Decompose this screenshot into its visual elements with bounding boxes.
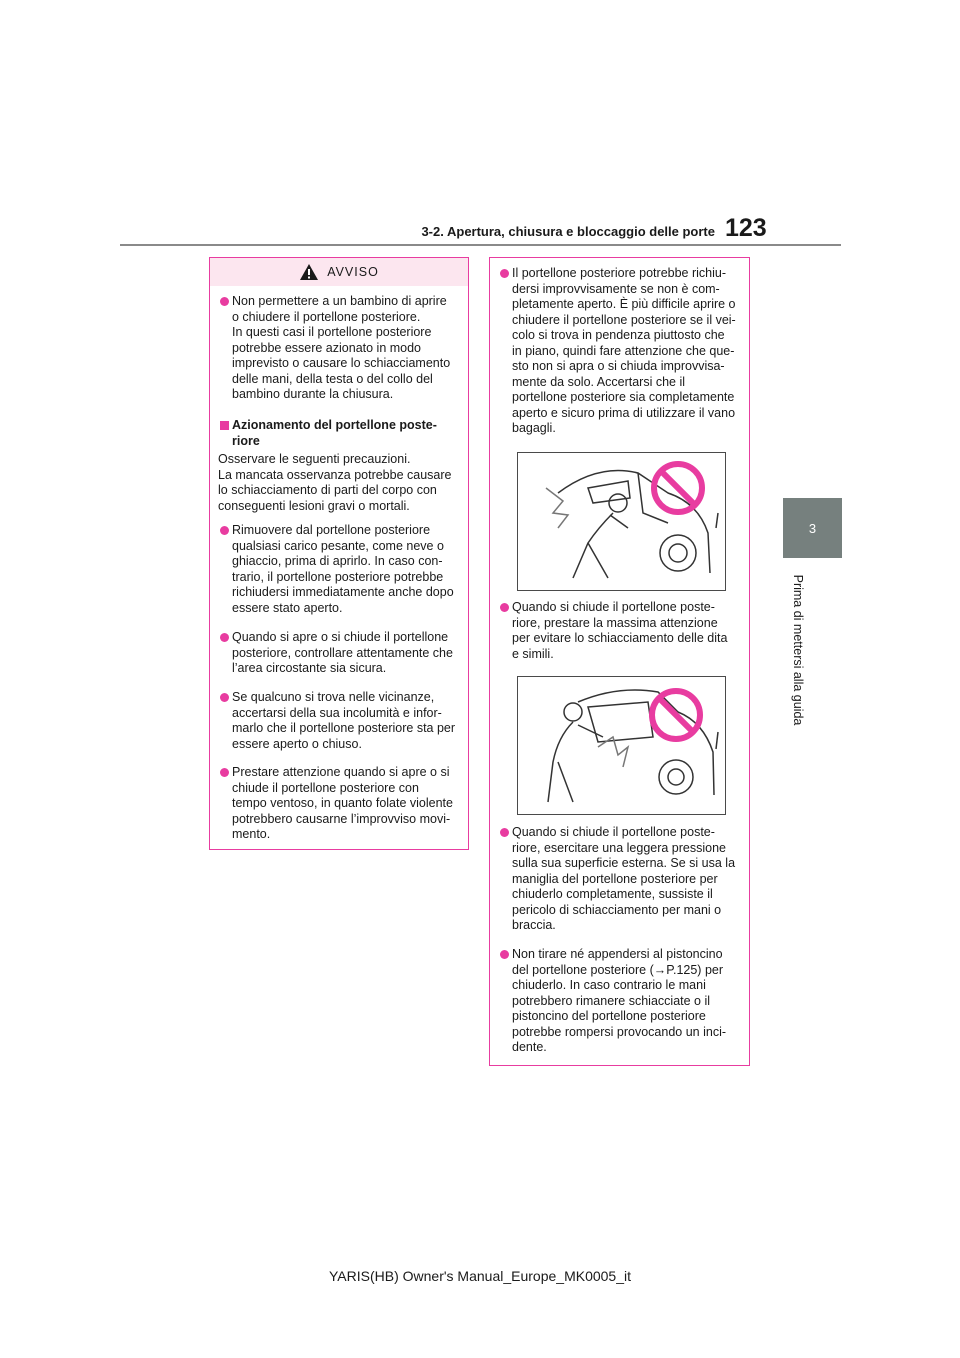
text-line: delle mani, della testa o del collo del <box>232 371 433 386</box>
text-line: pletamente aperto. È più difficile aprire o <box>512 297 736 311</box>
warning-bullet-slope <box>500 266 746 437</box>
text-line: conseguenti lesioni gravi o mortali. <box>218 498 410 513</box>
text-line: Prestare attenzione quando si apre o si <box>232 765 450 779</box>
text-line: qualsiasi carico pesante, come neve o <box>232 538 444 553</box>
text-line: mento. <box>232 827 271 841</box>
text-line: pistoncino del portellone posteriore <box>512 1009 706 1023</box>
text-line: chiude il portellone posteriore con <box>232 780 419 795</box>
text-line: sto non si apra o si chiuda improvvisa- <box>512 359 725 373</box>
text-line: in piano, quindi fare attenzione che que- <box>512 343 735 358</box>
text-line: braccia. <box>512 918 556 932</box>
text-line: del portellone posteriore (→P.125) per <box>512 962 724 977</box>
warning-bullet-area <box>220 630 465 677</box>
chapter-number: 3 <box>808 520 817 536</box>
section-heading: 3-2. Apertura, chiusura e bloccaggio delle porte <box>421 224 715 239</box>
page-number: 123 <box>725 214 767 242</box>
text-line: riore, prestare la massima attenzione <box>512 615 718 630</box>
bullet-text <box>232 630 465 677</box>
text-line: richiudersi immediatamente anche dopo <box>232 585 454 599</box>
text-line: La mancata osservanza potrebbe causare <box>218 467 452 482</box>
warning-bullet-nearby <box>220 690 465 752</box>
bullet-dot-icon <box>500 828 509 837</box>
text-line: essere stato aperto. <box>232 600 343 615</box>
text-line: chiudere il portellone posteriore se il vei- <box>512 312 736 327</box>
text-line: ghiaccio, prima di aprirlo. In caso con- <box>232 554 443 568</box>
text-line: Non tirare né appendersi al pistoncino <box>512 947 723 961</box>
text-line: accertarsi della sua incolumità e infor- <box>232 705 442 720</box>
text-line: bambino durante la chiusura. <box>232 387 394 401</box>
subsection-title-text <box>232 418 465 449</box>
text-line: In questi casi il portellone posteriore <box>232 325 432 339</box>
text-line: essere aperto o chiuso. <box>232 736 362 751</box>
prohibition-icon <box>652 691 700 739</box>
illustration-closing-tailgate <box>517 676 726 815</box>
bullet-dot-icon <box>500 269 509 278</box>
warning-triangle-icon <box>299 263 319 281</box>
bullet-text <box>512 947 746 1056</box>
text-line: o chiudere il portellone posteriore. <box>232 309 421 324</box>
text-line: Quando si apre o si chiude il portellone <box>232 630 449 644</box>
text-line: marlo che il portellone posteriore sta per <box>232 721 456 735</box>
warning-box-continued <box>489 257 750 1066</box>
text-line: aperto e sicuro prima di utilizzare il vano <box>512 405 736 420</box>
text-line: Quando si chiude il portellone poste- <box>512 825 715 839</box>
bullet-dot-icon <box>220 693 229 702</box>
warning-bullet-fingers <box>500 600 746 662</box>
text-line: Rimuovere dal portellone posteriore <box>232 523 431 537</box>
text-line: maniglia del portellone posteriore per <box>512 871 718 886</box>
warning-bullet-snow <box>220 523 465 616</box>
text-line: lo schiacciamento di parti del corpo con <box>218 483 437 497</box>
subsection-title <box>220 418 465 449</box>
warning-bullet-wind <box>220 765 465 843</box>
warning-bullet-strut <box>500 947 746 1056</box>
text-line: pericolo di schiacciamento per mani o <box>512 902 722 917</box>
illustration-person-closing-icon <box>518 677 725 814</box>
text-line: portellone posteriore sia completamente <box>512 390 735 404</box>
illustration-person-tailgate-icon <box>518 453 725 590</box>
text-line: Azionamento del portellone poste- <box>232 418 437 432</box>
warning-box <box>209 257 469 850</box>
text-line: potrebbe essere azionato in modo <box>232 340 422 355</box>
text-line: potrebbe rompersi provocando un inci- <box>512 1024 727 1039</box>
illustration-opening-tailgate <box>517 452 726 591</box>
text-line: potrebbero rimanere schiacciate o il <box>512 993 711 1008</box>
header-divider <box>120 244 841 246</box>
text-line: tempo ventoso, in quanto folate violente <box>232 796 453 810</box>
text-line: chiuderlo. In caso contrario le mani <box>512 978 706 992</box>
bullet-text <box>232 523 465 616</box>
bullet-dot-icon <box>500 950 509 959</box>
text-line: Il portellone posteriore potrebbe richiu- <box>512 266 727 280</box>
text-line: riore <box>232 433 260 448</box>
bullet-text <box>232 765 465 843</box>
chapter-label: Prima di mettersi alla guida <box>791 574 805 726</box>
bullet-dot-icon <box>220 633 229 642</box>
text-line: e simili. <box>512 646 554 661</box>
square-bullet-icon <box>220 421 229 430</box>
text-line: colo si trova in pendenza piuttosto che <box>512 328 725 342</box>
text-line: Osservare le seguenti precauzioni. <box>218 452 411 466</box>
bullet-dot-icon <box>220 297 229 306</box>
bullet-text <box>512 266 746 437</box>
text-line: Quando si chiude il portellone poste- <box>512 600 715 614</box>
bullet-dot-icon <box>220 768 229 777</box>
text-line: riore, esercitare una leggera pressione <box>512 840 727 855</box>
text-line: chiuderlo completamente, sussiste il <box>512 887 713 901</box>
bullet-dot-icon <box>220 526 229 535</box>
text-line: Non permettere a un bambino di aprire <box>232 294 447 308</box>
bullet-text <box>232 294 465 403</box>
text-line: potrebbero causarne l’improvviso movi- <box>232 811 451 826</box>
text-line: Se qualcuno si trova nelle vicinanze, <box>232 690 435 704</box>
text-line: trario, il portellone posteriore potrebbe <box>232 569 444 584</box>
bullet-text <box>512 825 746 934</box>
warning-bullet-pressure <box>500 825 746 934</box>
text-line: l’area circostante sia sicura. <box>232 661 387 675</box>
text-line: per evitare lo schiacciamento delle dita <box>512 631 728 645</box>
footer-manual-id: YARIS(HB) Owner's Manual_Europe_MK0005_it <box>329 1268 631 1284</box>
bullet-text <box>512 600 746 662</box>
bullet-text <box>232 690 465 752</box>
text-line: posteriore, controllare attentamente che <box>232 645 453 660</box>
warning-title: AVVISO <box>327 265 379 279</box>
text-line: dente. <box>512 1040 547 1054</box>
text-line: imprevisto o causare lo schiacciamento <box>232 356 451 370</box>
text-line: dersi improvvisamente se non è com- <box>512 281 720 296</box>
text-line: bagagli. <box>512 421 556 435</box>
bullet-dot-icon <box>500 603 509 612</box>
intro-paragraph <box>218 452 466 514</box>
warning-bullet-children <box>220 294 465 403</box>
warning-header <box>210 258 468 286</box>
text-line: sulla sua superficie esterna. Se si usa la <box>512 856 736 870</box>
text-line: mente da solo. Accertarsi che il <box>512 374 685 389</box>
